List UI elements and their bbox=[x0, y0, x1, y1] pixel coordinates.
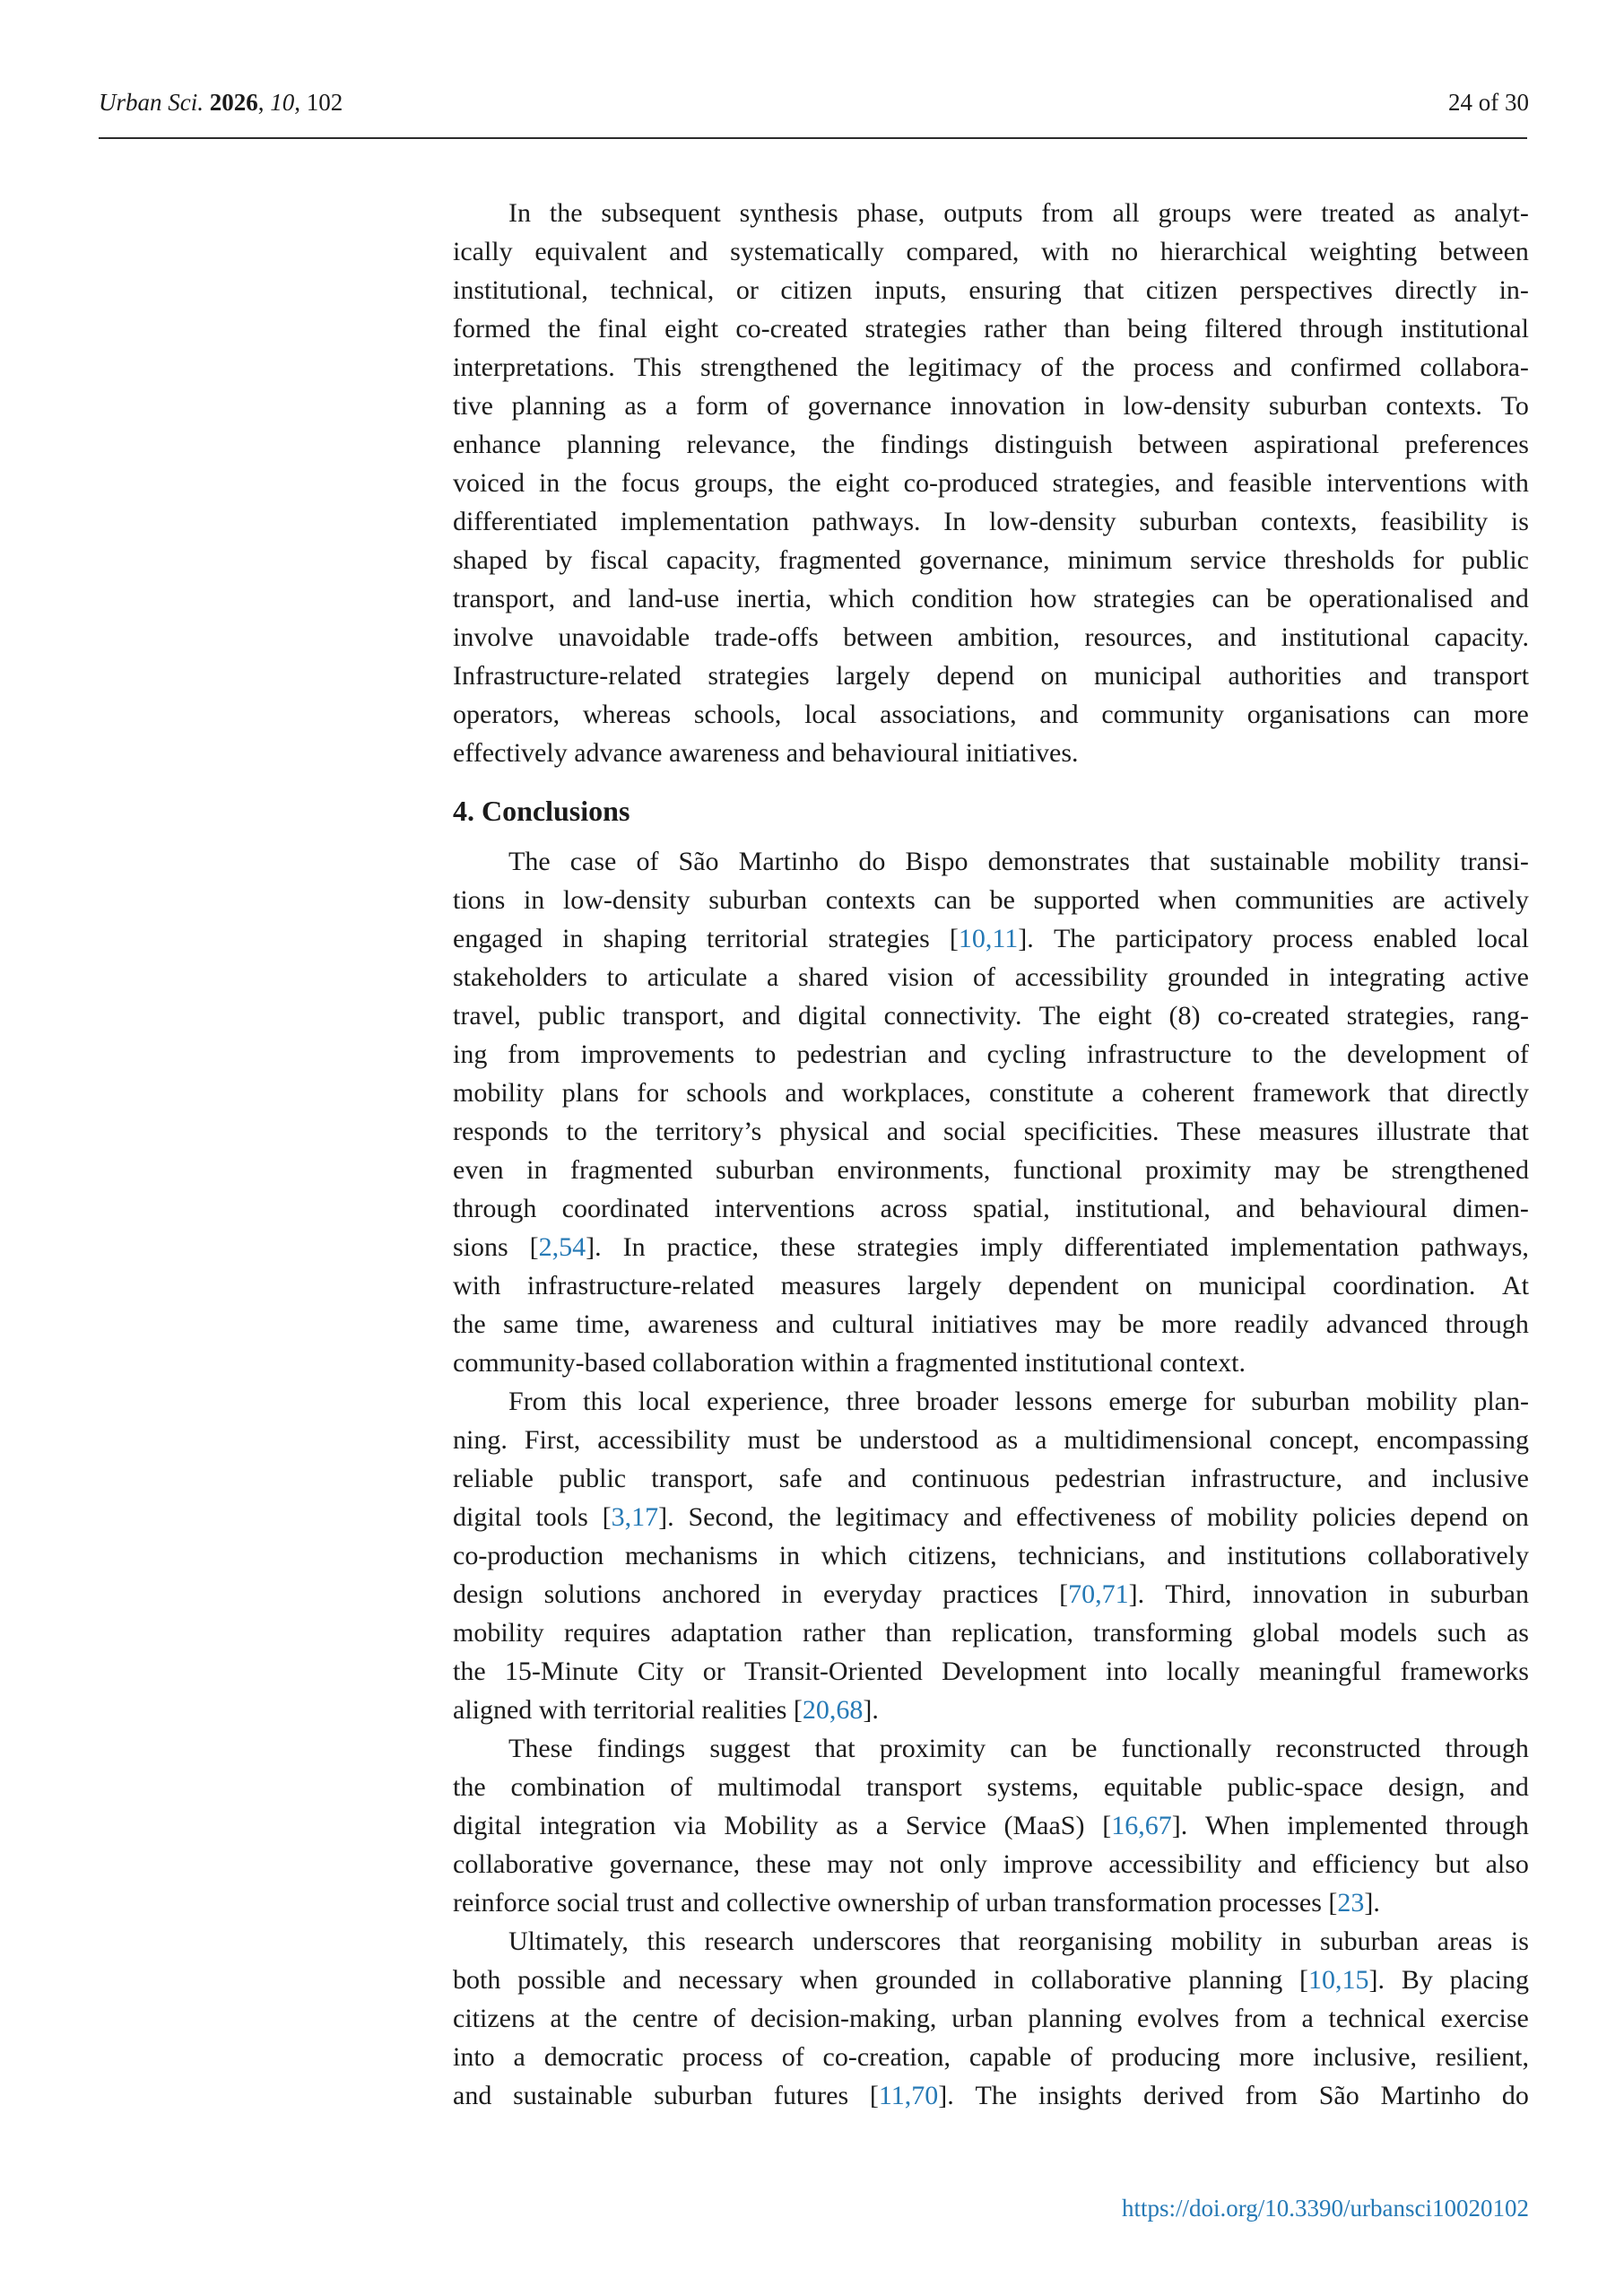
body-line: In the subsequent synthesis phase, outputs from all groups were treated as analyt- bbox=[508, 198, 1529, 228]
body-line: with infrastructure-related measures largely dependent on municipal coordination. At bbox=[453, 1271, 1529, 1300]
body-line: travel, public transport, and digital connectivity. The eight (8) co-created strategies, rang- bbox=[453, 1001, 1529, 1031]
body-line: and sustainable suburban futures [11,70]. The insights derived from São Martinho do bbox=[453, 2081, 1529, 2110]
body-line: The case of São Martinho do Bispo demonstrates that sustainable mobility transi- bbox=[508, 847, 1529, 876]
body-line: responds to the territory’s physical and social specificities. These measures illustrate that bbox=[453, 1117, 1529, 1146]
body-line: co-production mechanisms in which citizens, technicians, and institutions collaboratively bbox=[453, 1541, 1529, 1570]
body-line: interpretations. This strengthened the legitimacy of the process and confirmed collabora- bbox=[453, 352, 1529, 382]
body-line: shaped by fiscal capacity, fragmented governance, minimum service thresholds for public bbox=[453, 545, 1529, 575]
body-line: into a democratic process of co-creation, capable of producing more inclusive, resilient, bbox=[453, 2042, 1529, 2072]
body-line: aligned with territorial realities [20,68]. bbox=[453, 1695, 879, 1725]
body-line: involve unavoidable trade-offs between ambition, resources, and institutional capacity. bbox=[453, 622, 1529, 652]
journal-citation-segment: 2026 bbox=[209, 89, 258, 116]
body-line: digital integration via Mobility as a Service (MaaS) [16,67]. When implemented through bbox=[453, 1811, 1529, 1840]
journal-citation-segment: , bbox=[257, 89, 271, 116]
body-line: design solutions anchored in everyday practices [70,71]. Third, innovation in suburban bbox=[453, 1579, 1529, 1609]
citation-link[interactable]: 23 bbox=[1337, 1888, 1365, 1918]
body-line: even in fragmented suburban environments, functional proximity may be strengthened bbox=[453, 1155, 1529, 1185]
body-line: reliable public transport, safe and continuous pedestrian infrastructure, and inclusive bbox=[453, 1464, 1529, 1493]
section-heading: 4. Conclusions bbox=[453, 795, 630, 827]
body-line: Ultimately, this research underscores that reorganising mobility in suburban areas is bbox=[508, 1926, 1529, 1956]
body-line: both possible and necessary when grounded in collaborative planning [10,15]. By placing bbox=[453, 1965, 1529, 1995]
page-footer bbox=[1122, 2194, 1529, 2222]
doi-link[interactable]: https://doi.org/10.3390/urbansci10020102 bbox=[1122, 2195, 1529, 2222]
body-line: differentiated implementation pathways. In low-density suburban contexts, feasibility is bbox=[453, 507, 1529, 536]
page-number: 24 of 30 bbox=[1448, 89, 1529, 116]
article-body bbox=[453, 194, 1529, 2115]
body-line: ically equivalent and systematically compared, with no hierarchical weighting between bbox=[453, 237, 1529, 266]
page-header bbox=[99, 88, 1529, 117]
body-line: ning. First, accessibility must be understood as a multidimensional concept, encompassing bbox=[453, 1425, 1529, 1455]
header-rule bbox=[99, 137, 1527, 139]
body-line: the 15-Minute City or Transit-Oriented Development into locally meaningful frameworks bbox=[453, 1657, 1529, 1686]
citation-link[interactable]: 11,70 bbox=[878, 2081, 939, 2110]
body-line: From this local experience, three broader lessons emerge for suburban mobility plan- bbox=[508, 1387, 1529, 1416]
body-line: enhance planning relevance, the findings distinguish between aspirational preferences bbox=[453, 430, 1529, 459]
body-line: effectively advance awareness and behavioural initiatives. bbox=[453, 738, 1079, 768]
body-line: institutional, technical, or citizen inputs, ensuring that citizen perspectives directly in- bbox=[453, 275, 1529, 305]
body-line: operators, whereas schools, local associations, and community organisations can more bbox=[453, 700, 1529, 729]
journal-citation bbox=[99, 88, 343, 117]
body-line: tions in low-density suburban contexts can be supported when communities are actively bbox=[453, 885, 1529, 915]
body-line: the combination of multimodal transport systems, equitable public-space design, and bbox=[453, 1772, 1529, 1802]
body-line: stakeholders to articulate a shared vision of accessibility grounded in integrating active bbox=[453, 962, 1529, 992]
citation-link[interactable]: 3,17 bbox=[611, 1502, 659, 1532]
body-line: digital tools [3,17]. Second, the legitimacy and effectiveness of mobility policies depend on bbox=[453, 1502, 1529, 1532]
body-line: mobility requires adaptation rather than replication, transforming global models such as bbox=[453, 1618, 1529, 1648]
body-line: mobility plans for schools and workplaces, constitute a coherent framework that directly bbox=[453, 1078, 1529, 1108]
citation-link[interactable]: 20,68 bbox=[802, 1695, 864, 1725]
journal-citation-segment: Urban Sci. bbox=[99, 89, 204, 116]
body-line: voiced in the focus groups, the eight co-produced strategies, and feasible interventions with bbox=[453, 468, 1529, 498]
citation-link[interactable]: 10,15 bbox=[1308, 1965, 1369, 1995]
citation-link[interactable]: 2,54 bbox=[538, 1232, 586, 1262]
body-line: formed the final eight co-created strategies rather than being filtered through institutional bbox=[453, 314, 1529, 344]
journal-citation-segment: 10 bbox=[270, 89, 295, 116]
journal-citation-segment bbox=[204, 89, 210, 116]
body-line: transport, and land-use inertia, which condition how strategies can be operationalised and bbox=[453, 584, 1529, 613]
citation-link[interactable]: 70,71 bbox=[1068, 1579, 1129, 1609]
body-line: community-based collaboration within a fragmented institutional context. bbox=[453, 1348, 1246, 1378]
body-line: These findings suggest that proximity can be functionally reconstructed through bbox=[508, 1734, 1529, 1763]
body-line: tive planning as a form of governance innovation in low-density suburban contexts. To bbox=[453, 391, 1529, 421]
body-line: through coordinated interventions across spatial, institutional, and behavioural dimen- bbox=[453, 1194, 1529, 1223]
body-line: sions [2,54]. In practice, these strategies imply differentiated implementation pathways, bbox=[453, 1232, 1529, 1262]
body-line: collaborative governance, these may not only improve accessibility and efficiency but also bbox=[453, 1849, 1529, 1879]
body-line: reinforce social trust and collective ownership of urban transformation processes [23]. bbox=[453, 1888, 1380, 1918]
journal-citation-segment: , 102 bbox=[294, 89, 343, 116]
body-line: citizens at the centre of decision-making, urban planning evolves from a technical exercise bbox=[453, 2004, 1529, 2033]
citation-link[interactable]: 10,11 bbox=[958, 924, 1019, 953]
body-line: Infrastructure-related strategies largely depend on municipal authorities and transport bbox=[453, 661, 1529, 691]
body-line: ing from improvements to pedestrian and cycling infrastructure to the development of bbox=[453, 1039, 1529, 1069]
citation-link[interactable]: 16,67 bbox=[1111, 1811, 1172, 1840]
body-line: the same time, awareness and cultural initiatives may be more readily advanced through bbox=[453, 1309, 1529, 1339]
body-line: engaged in shaping territorial strategies [10,11]. The participatory process enabled local bbox=[453, 924, 1529, 953]
